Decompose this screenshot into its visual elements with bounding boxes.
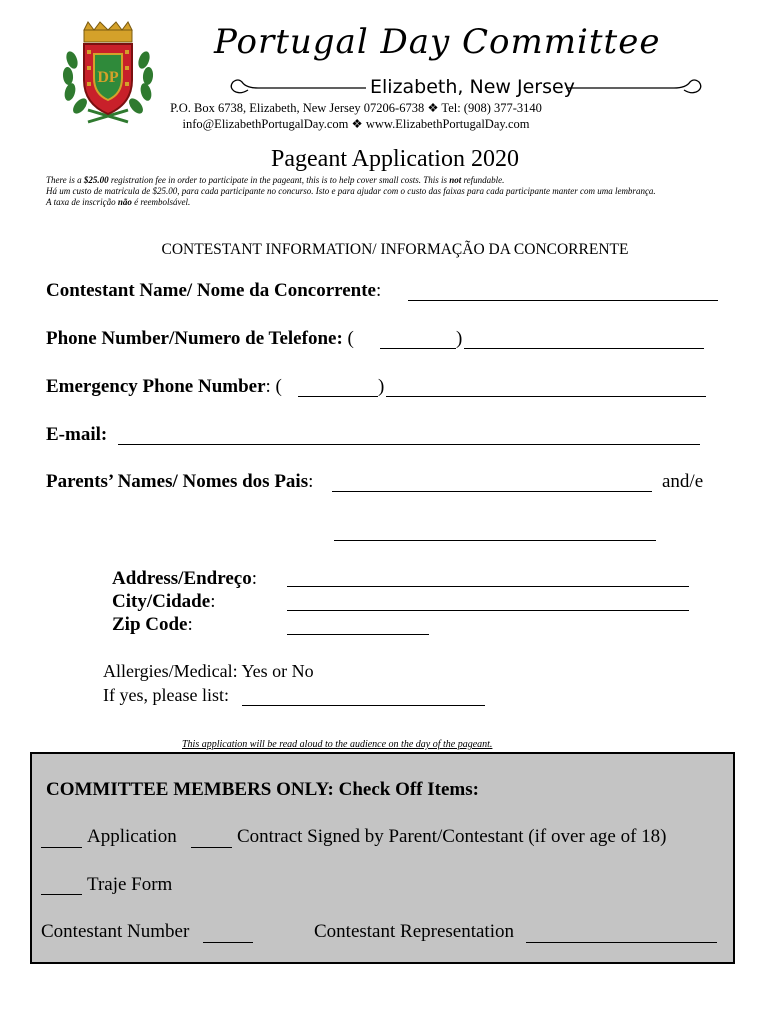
contestant-representation-label: Contestant Representation: [314, 921, 514, 942]
application-item-label: Application: [87, 826, 177, 847]
city-label: City/Cidade:: [112, 591, 216, 612]
contestant-representation-field[interactable]: [526, 942, 717, 943]
fee-notes: [46, 175, 746, 208]
parent-2-field[interactable]: [334, 540, 656, 541]
org-title: Portugal Day Committee: [214, 22, 661, 62]
allergies-label: Allergies/Medical: Yes or No: [103, 661, 314, 681]
traje-check-field[interactable]: [41, 894, 82, 895]
org-location: Elizabeth, New Jersey: [370, 76, 575, 98]
emergency-phone-field[interactable]: [386, 396, 706, 397]
parents-label: Parents’ Names/ Nomes dos Pais:: [46, 471, 314, 492]
contract-check-field[interactable]: [191, 847, 232, 848]
contestant-number-label: Contestant Number: [41, 921, 190, 942]
page-title: Pageant Application 2020: [271, 146, 519, 172]
emergency-phone-label: Emergency Phone Number: (: [46, 376, 282, 397]
phone-area-code-field[interactable]: [380, 348, 456, 349]
zip-label: Zip Code:: [112, 614, 193, 635]
phone-label: Phone Number/Numero de Telefone: (: [46, 328, 354, 349]
contract-item-label: Contract Signed by Parent/Contestant (if over age of 18): [237, 826, 667, 847]
fee-note-pt-2: A taxa de inscrição não é reembolsável.: [46, 197, 191, 207]
allergies-list-field[interactable]: [242, 705, 485, 706]
and-label: and/e: [662, 471, 704, 492]
org-address: P.O. Box 6738, Elizabeth, New Jersey 07206-6738 ❖ Tel: (908) 377-3140: [170, 101, 542, 115]
phone-number-field[interactable]: [464, 348, 704, 349]
allergies-list-label: If yes, please list:: [103, 685, 229, 705]
section-heading: CONTESTANT INFORMATION/ INFORMAÇÃO DA CONCORRENTE: [161, 241, 629, 258]
org-web: info@ElizabethPortugalDay.com ❖ www.ElizabethPortugalDay.com: [182, 117, 530, 131]
application-check-field[interactable]: [41, 847, 82, 848]
crest-monogram: DP: [97, 69, 119, 86]
parent-1-field[interactable]: [332, 491, 652, 492]
email-field[interactable]: [118, 444, 700, 445]
city-field[interactable]: [287, 610, 689, 611]
flourish-right-icon: [564, 78, 704, 98]
zip-field[interactable]: [287, 634, 429, 635]
emergency-area-code-field[interactable]: [298, 396, 378, 397]
read-aloud-note: This application will be read aloud to the audience on the day of the pageant.: [182, 739, 493, 750]
address-label: Address/Endreço:: [112, 568, 257, 589]
fee-note-en: There is a $25.00 registration fee in order to participate in the pageant, this is to help cover small costs. This is not refundable.: [46, 175, 505, 185]
fee-note-pt: Há um custo de matricula de $25.00, para cada participante no concurso. Isto e para ajudar com o custo das faixas para cada participante manter com uma lembrança.: [46, 186, 656, 196]
traje-item-label: Traje Form: [87, 874, 173, 895]
email-label: E-mail:: [46, 424, 108, 445]
contestant-number-field[interactable]: [203, 942, 253, 943]
flourish-left-icon: [228, 78, 368, 98]
address-field[interactable]: [287, 586, 689, 587]
contestant-name-field[interactable]: [408, 300, 718, 301]
contestant-name-label: Contestant Name/ Nome da Concorrente:: [46, 280, 382, 301]
committee-heading: COMMITTEE MEMBERS ONLY: Check Off Items:: [46, 779, 479, 800]
